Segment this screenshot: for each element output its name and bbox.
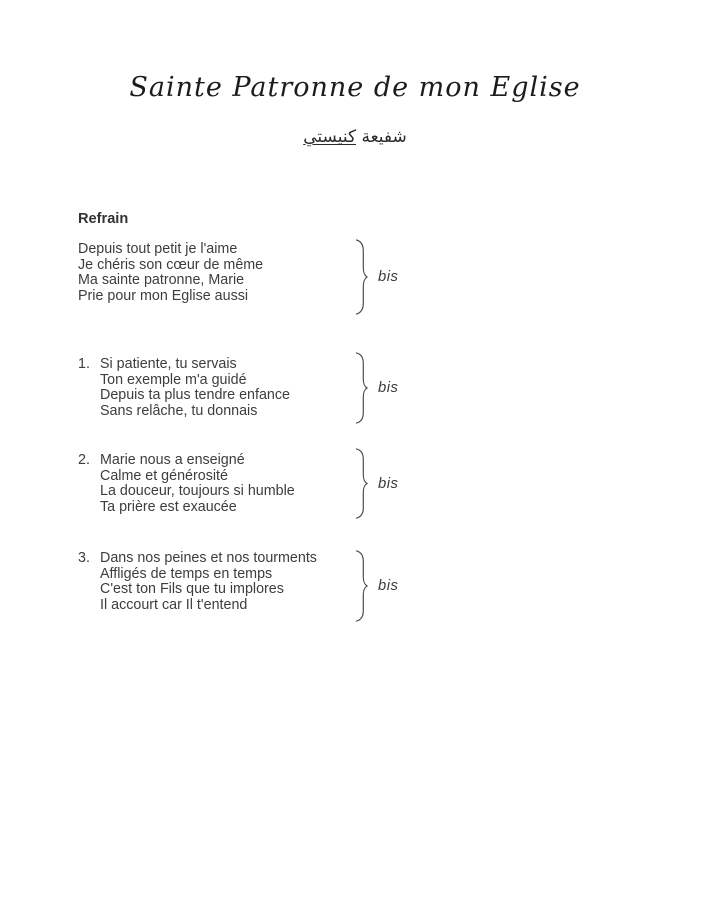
verse-1 xyxy=(78,357,290,419)
subtitle-word-second: كنيستي xyxy=(303,127,357,147)
refrain-stanza xyxy=(78,242,263,304)
verse-line: Ta prière est exaucée xyxy=(100,498,237,515)
repeat-brace-icon xyxy=(354,448,368,519)
page-title: Sainte Patronne de mon Eglise xyxy=(129,72,581,103)
verse-bis-label: bis xyxy=(378,380,399,396)
repeat-brace-icon xyxy=(354,239,368,315)
verse-line: C'est ton Fils que tu implores xyxy=(100,581,284,598)
verse-number: 2. xyxy=(78,452,90,468)
verse-number: 1. xyxy=(78,356,90,372)
verse-line: La douceur, toujours si humble xyxy=(100,483,295,500)
repeat-brace-icon xyxy=(354,352,368,424)
verse-repeat-group xyxy=(354,550,398,622)
verse-line: Calme et générosité xyxy=(100,467,228,484)
refrain-line: Je chéris son cœur de même xyxy=(78,256,264,273)
refrain-line: Depuis tout petit je l'aime xyxy=(78,241,238,257)
refrain-label: Refrain xyxy=(78,211,129,227)
refrain-repeat-group xyxy=(354,239,398,315)
verse-stanza xyxy=(100,357,290,419)
verse-stanza xyxy=(100,453,295,515)
verse-line: Sans relâche, tu donnais xyxy=(100,402,258,419)
verse-line: Marie nous a enseigné xyxy=(100,452,245,468)
verse-line: Il accourt car Il t'entend xyxy=(100,596,248,613)
verse-repeat-group xyxy=(354,448,398,519)
refrain-line: Prie pour mon Eglise aussi xyxy=(78,287,249,304)
verse-line: Dans nos peines et nos tourments xyxy=(100,550,317,566)
verse-number: 3. xyxy=(78,550,90,566)
verse-2 xyxy=(78,453,295,515)
verse-line: Ton exemple m'a guidé xyxy=(100,371,247,388)
subtitle-arabic xyxy=(0,127,710,147)
verse-line: Si patiente, tu servais xyxy=(100,356,237,372)
verse-line: Affligés de temps en temps xyxy=(100,565,273,582)
verse-bis-label: bis xyxy=(378,475,399,492)
subtitle-word-first: شفيعة xyxy=(361,127,407,147)
verse-repeat-group xyxy=(354,352,398,424)
repeat-brace-icon xyxy=(354,550,368,622)
refrain-line: Ma sainte patronne, Marie xyxy=(78,272,245,289)
refrain-bis-label: bis xyxy=(378,269,399,285)
verse-line: Depuis ta plus tendre enfance xyxy=(100,387,290,404)
verse-bis-label: bis xyxy=(378,578,399,594)
verse-stanza xyxy=(100,551,317,613)
verse-3 xyxy=(78,551,317,613)
